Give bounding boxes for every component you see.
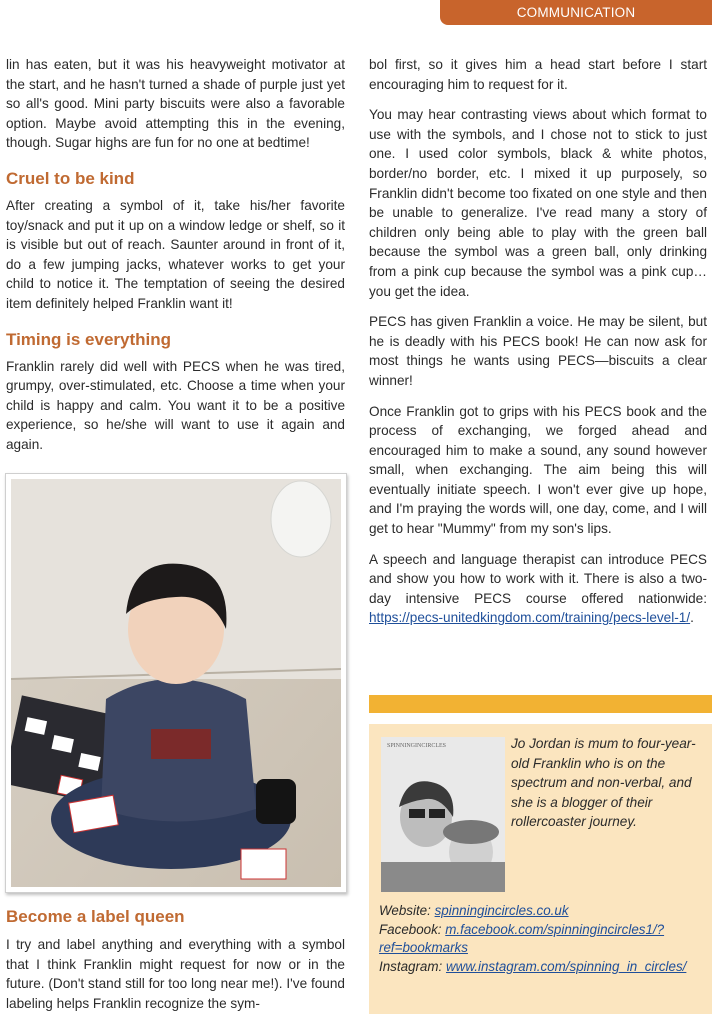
intro-paragraph: lin has eaten, but it was his heavyweight motivator at the start, and he hasn't turned a shade of purple just yet so all's good. Mini party biscuits were also a favorable option. Maybe avoid attempting this in the evening, though. Sugar highs are fun for no one at bedtime! — [6, 57, 345, 151]
right-paragraph-5 — [369, 550, 707, 628]
pecs-course-end: . — [690, 610, 694, 626]
photo-caption: SPINNINGINCIRCLES — [387, 743, 447, 749]
website-line — [379, 902, 704, 921]
pecs-course-text: A speech and language therapist can introduce PECS and show you how to work with it. There is also a two-day intensive PECS course offered nationwide: — [369, 551, 707, 606]
instagram-line — [379, 958, 704, 977]
timing-heading: Timing is everything — [6, 329, 172, 349]
right-paragraph-2: You may hear contrasting views about which format to use with the symbols, and I chose not to stick to just one. I used color symbols, black & white photos, border/no border, etc. I mixed it up purposely, so Franklin didn't become too fixated on one style and then be unable to generalize. I've read many a story of children only being able to play with the green ball because the symbol was a green ball, only drinking from a pink cup because the symbol was a pink cup…you get the idea. — [369, 107, 707, 299]
website-link[interactable]: spinningincircles.co.uk — [434, 903, 569, 918]
author-bio-box — [369, 724, 712, 1014]
pecs-course-link[interactable]: https://pecs-unitedkingdom.com/training/pecs-level-1/ — [369, 610, 691, 626]
author-photo — [381, 737, 505, 892]
author-bio-text: Jo Jordan is mum to four-year-old Franklin who is on the spectrum and non-verbal, and she is a blogger of their rollercoaster journey. — [511, 736, 696, 830]
right-paragraph-3: PECS has given Franklin a voice. He may be silent, but he is deadly with his PECS book! He can now ask for most things he wants using PECS—biscuits a clear winner! — [369, 314, 707, 388]
right-paragraph-1: bol first, so it gives him a head start before I start encouraging him to request for it. — [369, 57, 707, 92]
author-links — [379, 902, 704, 976]
child-with-pecs-book-image — [11, 479, 341, 887]
website-label: Website: — [379, 903, 435, 918]
cruel-paragraph: After creating a symbol of it, take his/her favorite toy/snack and put it up on a window ledge or shelf, so it is visible but out of reach. Saunter around in front of it, do a few jumping jacks, whatever works to get your child to notice it. The temptation of seeing the desired item definitely helped Franklin want it! — [6, 197, 345, 311]
facebook-label: Facebook: — [379, 921, 446, 937]
instagram-link[interactable]: www.instagram.com/spinning_in_circles/ — [445, 958, 687, 974]
left-column — [6, 55, 345, 466]
instagram-label: Instagram: — [379, 958, 446, 974]
section-tab: COMMUNICATION — [440, 0, 712, 25]
child-photo — [5, 473, 347, 893]
label-paragraph: I try and label anything and everything with a symbol that I think Franklin might request for now or in the future. (Don't stand still for too long near me!). I've found labeling helps Franklin recognize the sym- — [6, 937, 345, 1011]
right-paragraph-4: Once Franklin got to grips with his PECS book and the process of exchanging, we forged ahead and encouraged him to make a sound, any sound however small, when exchanging. The aim being this will eventually initiate speech. I won't ever give up hope, and I'm praying the words will, one day, come, and I will get to hear "Mummy" from my son's lips. — [369, 403, 707, 537]
divider-bar — [369, 695, 712, 713]
facebook-link[interactable]: m.facebook.com/spinningincircles1/?ref=bookmarks — [379, 921, 665, 956]
label-heading: Become a label queen — [6, 907, 185, 926]
right-column — [369, 55, 707, 639]
facebook-line — [379, 921, 704, 958]
cruel-heading: Cruel to be kind — [6, 168, 135, 188]
timing-paragraph: Franklin rarely did well with PECS when he was tired, grumpy, over-stimulated, etc. Choose a time when your child is happy and calm. You want it to be a positive experience, so he/she will want to use it again and again. — [6, 358, 345, 452]
